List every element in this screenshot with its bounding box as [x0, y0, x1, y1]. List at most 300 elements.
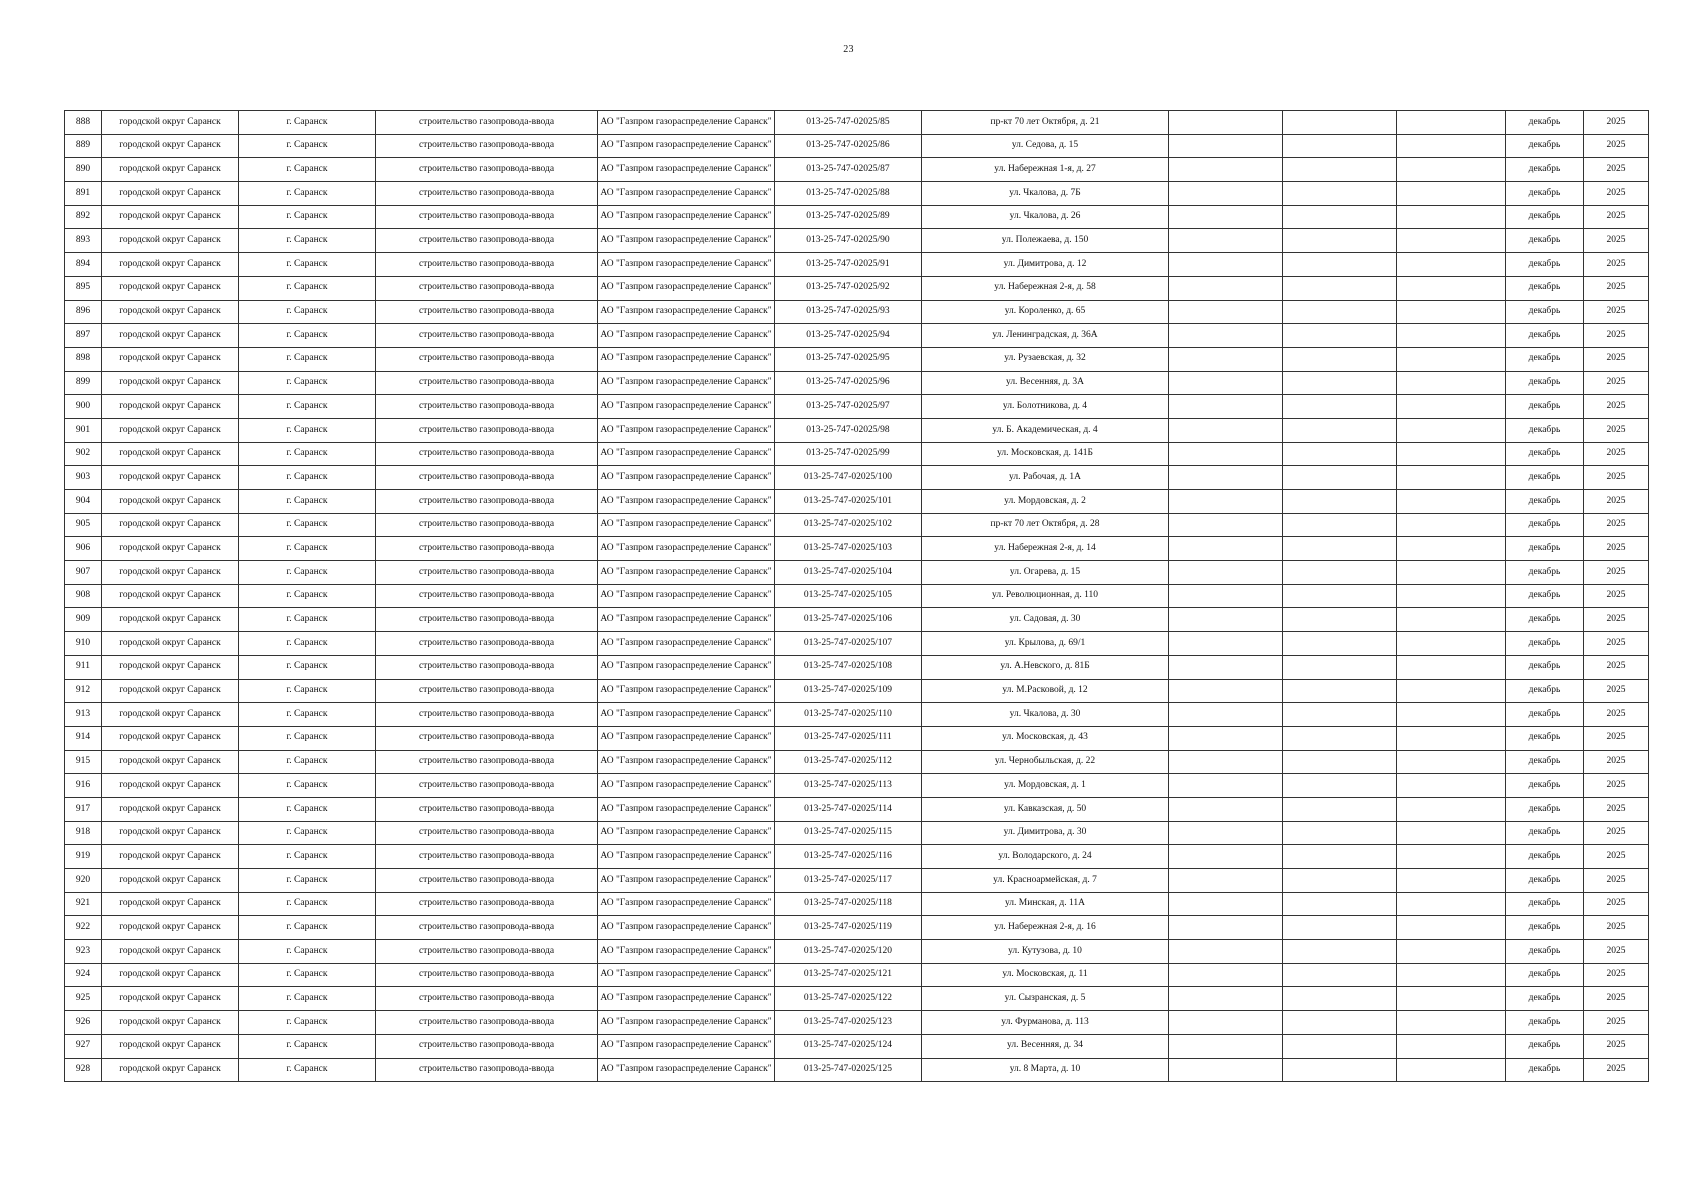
empty-cell: [1169, 916, 1283, 940]
empty-cell: [1169, 229, 1283, 253]
month-cell: декабрь: [1506, 537, 1584, 561]
registry-code-cell: 013-25-747-02025/101: [775, 490, 922, 514]
empty-cell: [1169, 655, 1283, 679]
district-cell: городской округ Саранск: [102, 869, 239, 893]
address-cell: ул. Весенняя, д. 3А: [922, 371, 1169, 395]
district-cell: городской округ Саранск: [102, 442, 239, 466]
organization-cell: АО "Газпром газораспределение Саранск": [598, 111, 775, 135]
empty-cell: [1283, 537, 1397, 561]
row-number: 913: [65, 703, 102, 727]
table-row: [65, 584, 1649, 608]
empty-cell: [1169, 442, 1283, 466]
organization-cell: АО "Газпром газораспределение Саранск": [598, 987, 775, 1011]
organization-cell: АО "Газпром газораспределение Саранск": [598, 371, 775, 395]
district-cell: городской округ Саранск: [102, 1034, 239, 1058]
city-cell: г. Саранск: [239, 490, 376, 514]
table-row: [65, 229, 1649, 253]
work-type-cell: строительство газопровода-ввода: [376, 537, 598, 561]
work-type-cell: строительство газопровода-ввода: [376, 134, 598, 158]
empty-cell: [1169, 537, 1283, 561]
row-number: 905: [65, 513, 102, 537]
empty-cell: [1397, 655, 1506, 679]
district-cell: городской округ Саранск: [102, 205, 239, 229]
row-number: 925: [65, 987, 102, 1011]
empty-cell: [1169, 253, 1283, 277]
table-row: [65, 253, 1649, 277]
city-cell: г. Саранск: [239, 324, 376, 348]
empty-cell: [1169, 134, 1283, 158]
address-cell: ул. Кавказская, д. 50: [922, 797, 1169, 821]
empty-cell: [1169, 987, 1283, 1011]
table-row: [65, 679, 1649, 703]
work-type-cell: строительство газопровода-ввода: [376, 205, 598, 229]
empty-cell: [1169, 750, 1283, 774]
organization-cell: АО "Газпром газораспределение Саранск": [598, 845, 775, 869]
work-type-cell: строительство газопровода-ввода: [376, 561, 598, 585]
city-cell: г. Саранск: [239, 845, 376, 869]
table-row: [65, 1034, 1649, 1058]
year-cell: 2025: [1584, 608, 1649, 632]
empty-cell: [1169, 418, 1283, 442]
row-number: 896: [65, 300, 102, 324]
row-number: 909: [65, 608, 102, 632]
work-type-cell: строительство газопровода-ввода: [376, 253, 598, 277]
address-cell: ул. Мордовская, д. 1: [922, 774, 1169, 798]
empty-cell: [1283, 1011, 1397, 1035]
district-cell: городской округ Саранск: [102, 253, 239, 277]
address-cell: ул. Московская, д. 141Б: [922, 442, 1169, 466]
row-number: 922: [65, 916, 102, 940]
organization-cell: АО "Газпром газораспределение Саранск": [598, 395, 775, 419]
district-cell: городской округ Саранск: [102, 111, 239, 135]
month-cell: декабрь: [1506, 963, 1584, 987]
year-cell: 2025: [1584, 561, 1649, 585]
work-type-cell: строительство газопровода-ввода: [376, 1011, 598, 1035]
empty-cell: [1283, 324, 1397, 348]
address-cell: ул. Чкалова, д. 30: [922, 703, 1169, 727]
row-number: 904: [65, 490, 102, 514]
table-row: [65, 821, 1649, 845]
registry-code-cell: 013-25-747-02025/103: [775, 537, 922, 561]
table-row: [65, 750, 1649, 774]
year-cell: 2025: [1584, 490, 1649, 514]
district-cell: городской округ Саранск: [102, 1011, 239, 1035]
registry-code-cell: 013-25-747-02025/123: [775, 1011, 922, 1035]
address-cell: ул. Володарского, д. 24: [922, 845, 1169, 869]
empty-cell: [1397, 537, 1506, 561]
row-number: 917: [65, 797, 102, 821]
district-cell: городской округ Саранск: [102, 797, 239, 821]
organization-cell: АО "Газпром газораспределение Саранск": [598, 324, 775, 348]
district-cell: городской округ Саранск: [102, 845, 239, 869]
year-cell: 2025: [1584, 797, 1649, 821]
district-cell: городской округ Саранск: [102, 726, 239, 750]
organization-cell: АО "Газпром газораспределение Саранск": [598, 300, 775, 324]
month-cell: декабрь: [1506, 490, 1584, 514]
year-cell: 2025: [1584, 205, 1649, 229]
address-cell: ул. Минская, д. 11А: [922, 892, 1169, 916]
empty-cell: [1397, 987, 1506, 1011]
district-cell: городской округ Саранск: [102, 940, 239, 964]
table-row: [65, 513, 1649, 537]
gas-pipeline-table: [64, 110, 1649, 1082]
year-cell: 2025: [1584, 158, 1649, 182]
address-cell: ул. Набережная 2-я, д. 58: [922, 276, 1169, 300]
city-cell: г. Саранск: [239, 892, 376, 916]
empty-cell: [1283, 774, 1397, 798]
work-type-cell: строительство газопровода-ввода: [376, 750, 598, 774]
empty-cell: [1397, 1058, 1506, 1082]
year-cell: 2025: [1584, 655, 1649, 679]
empty-cell: [1169, 940, 1283, 964]
organization-cell: АО "Газпром газораспределение Саранск": [598, 182, 775, 206]
row-number: 892: [65, 205, 102, 229]
organization-cell: АО "Газпром газораспределение Саранск": [598, 679, 775, 703]
organization-cell: АО "Газпром газораспределение Саранск": [598, 418, 775, 442]
row-number: 911: [65, 655, 102, 679]
month-cell: декабрь: [1506, 774, 1584, 798]
table-row: [65, 869, 1649, 893]
address-cell: пр-кт 70 лет Октября, д. 21: [922, 111, 1169, 135]
work-type-cell: строительство газопровода-ввода: [376, 703, 598, 727]
year-cell: 2025: [1584, 537, 1649, 561]
organization-cell: АО "Газпром газораспределение Саранск": [598, 158, 775, 182]
registry-code-cell: 013-25-747-02025/106: [775, 608, 922, 632]
month-cell: декабрь: [1506, 561, 1584, 585]
address-cell: ул. М.Расковой, д. 12: [922, 679, 1169, 703]
city-cell: г. Саранск: [239, 726, 376, 750]
city-cell: г. Саранск: [239, 584, 376, 608]
table-row: [65, 608, 1649, 632]
work-type-cell: строительство газопровода-ввода: [376, 774, 598, 798]
empty-cell: [1283, 632, 1397, 656]
empty-cell: [1283, 229, 1397, 253]
month-cell: декабрь: [1506, 584, 1584, 608]
work-type-cell: строительство газопровода-ввода: [376, 916, 598, 940]
registry-code-cell: 013-25-747-02025/86: [775, 134, 922, 158]
table-row: [65, 987, 1649, 1011]
table-row: [65, 324, 1649, 348]
table-row: [65, 1058, 1649, 1082]
district-cell: городской округ Саранск: [102, 679, 239, 703]
table-row: [65, 655, 1649, 679]
address-cell: ул. Фурманова, д. 113: [922, 1011, 1169, 1035]
address-cell: ул. Московская, д. 11: [922, 963, 1169, 987]
empty-cell: [1283, 418, 1397, 442]
empty-cell: [1397, 466, 1506, 490]
work-type-cell: строительство газопровода-ввода: [376, 324, 598, 348]
table-row: [65, 774, 1649, 798]
district-cell: городской округ Саранск: [102, 750, 239, 774]
empty-cell: [1169, 821, 1283, 845]
year-cell: 2025: [1584, 418, 1649, 442]
year-cell: 2025: [1584, 182, 1649, 206]
empty-cell: [1283, 584, 1397, 608]
organization-cell: АО "Газпром газораспределение Саранск": [598, 490, 775, 514]
empty-cell: [1283, 845, 1397, 869]
city-cell: г. Саранск: [239, 940, 376, 964]
organization-cell: АО "Газпром газораспределение Саранск": [598, 134, 775, 158]
year-cell: 2025: [1584, 253, 1649, 277]
address-cell: ул. Огарева, д. 15: [922, 561, 1169, 585]
city-cell: г. Саранск: [239, 134, 376, 158]
registry-code-cell: 013-25-747-02025/117: [775, 869, 922, 893]
work-type-cell: строительство газопровода-ввода: [376, 655, 598, 679]
year-cell: 2025: [1584, 300, 1649, 324]
year-cell: 2025: [1584, 774, 1649, 798]
month-cell: декабрь: [1506, 466, 1584, 490]
city-cell: г. Саранск: [239, 418, 376, 442]
registry-code-cell: 013-25-747-02025/102: [775, 513, 922, 537]
city-cell: г. Саранск: [239, 253, 376, 277]
address-cell: ул. Революционная, д. 110: [922, 584, 1169, 608]
month-cell: декабрь: [1506, 395, 1584, 419]
registry-code-cell: 013-25-747-02025/108: [775, 655, 922, 679]
row-number: 890: [65, 158, 102, 182]
table-row: [65, 916, 1649, 940]
registry-code-cell: 013-25-747-02025/104: [775, 561, 922, 585]
address-cell: ул. Сызранская, д. 5: [922, 987, 1169, 1011]
address-cell: ул. Седова, д. 15: [922, 134, 1169, 158]
work-type-cell: строительство газопровода-ввода: [376, 940, 598, 964]
row-number: 897: [65, 324, 102, 348]
empty-cell: [1397, 1011, 1506, 1035]
registry-code-cell: 013-25-747-02025/124: [775, 1034, 922, 1058]
empty-cell: [1397, 111, 1506, 135]
table-row: [65, 892, 1649, 916]
month-cell: декабрь: [1506, 253, 1584, 277]
empty-cell: [1283, 182, 1397, 206]
month-cell: декабрь: [1506, 229, 1584, 253]
empty-cell: [1283, 253, 1397, 277]
month-cell: декабрь: [1506, 418, 1584, 442]
district-cell: городской округ Саранск: [102, 987, 239, 1011]
row-number: 888: [65, 111, 102, 135]
empty-cell: [1283, 821, 1397, 845]
work-type-cell: строительство газопровода-ввода: [376, 300, 598, 324]
empty-cell: [1283, 869, 1397, 893]
address-cell: ул. Болотникова, д. 4: [922, 395, 1169, 419]
empty-cell: [1169, 347, 1283, 371]
registry-code-cell: 013-25-747-02025/109: [775, 679, 922, 703]
address-cell: ул. Набережная 2-я, д. 16: [922, 916, 1169, 940]
row-number: 899: [65, 371, 102, 395]
registry-code-cell: 013-25-747-02025/111: [775, 726, 922, 750]
empty-cell: [1283, 276, 1397, 300]
row-number: 889: [65, 134, 102, 158]
registry-code-cell: 013-25-747-02025/105: [775, 584, 922, 608]
organization-cell: АО "Газпром газораспределение Саранск": [598, 892, 775, 916]
row-number: 912: [65, 679, 102, 703]
empty-cell: [1169, 466, 1283, 490]
district-cell: городской округ Саранск: [102, 418, 239, 442]
district-cell: городской округ Саранск: [102, 182, 239, 206]
row-number: 915: [65, 750, 102, 774]
empty-cell: [1283, 963, 1397, 987]
month-cell: декабрь: [1506, 892, 1584, 916]
empty-cell: [1283, 371, 1397, 395]
work-type-cell: строительство газопровода-ввода: [376, 1034, 598, 1058]
row-number: 893: [65, 229, 102, 253]
work-type-cell: строительство газопровода-ввода: [376, 158, 598, 182]
work-type-cell: строительство газопровода-ввода: [376, 111, 598, 135]
organization-cell: АО "Газпром газораспределение Саранск": [598, 561, 775, 585]
empty-cell: [1169, 726, 1283, 750]
registry-code-cell: 013-25-747-02025/122: [775, 987, 922, 1011]
work-type-cell: строительство газопровода-ввода: [376, 608, 598, 632]
district-cell: городской округ Саранск: [102, 347, 239, 371]
year-cell: 2025: [1584, 111, 1649, 135]
year-cell: 2025: [1584, 584, 1649, 608]
organization-cell: АО "Газпром газораспределение Саранск": [598, 726, 775, 750]
month-cell: декабрь: [1506, 134, 1584, 158]
work-type-cell: строительство газопровода-ввода: [376, 679, 598, 703]
registry-code-cell: 013-25-747-02025/89: [775, 205, 922, 229]
registry-code-cell: 013-25-747-02025/121: [775, 963, 922, 987]
table-row: [65, 276, 1649, 300]
month-cell: декабрь: [1506, 347, 1584, 371]
district-cell: городской округ Саранск: [102, 655, 239, 679]
month-cell: декабрь: [1506, 1011, 1584, 1035]
address-cell: ул. Короленко, д. 65: [922, 300, 1169, 324]
empty-cell: [1397, 726, 1506, 750]
empty-cell: [1397, 253, 1506, 277]
registry-code-cell: 013-25-747-02025/85: [775, 111, 922, 135]
organization-cell: АО "Газпром газораспределение Саранск": [598, 940, 775, 964]
work-type-cell: строительство газопровода-ввода: [376, 632, 598, 656]
table-row: [65, 1011, 1649, 1035]
district-cell: городской округ Саранск: [102, 276, 239, 300]
registry-code-cell: 013-25-747-02025/110: [775, 703, 922, 727]
year-cell: 2025: [1584, 845, 1649, 869]
organization-cell: АО "Газпром газораспределение Саранск": [598, 1058, 775, 1082]
organization-cell: АО "Газпром газораспределение Саранск": [598, 584, 775, 608]
organization-cell: АО "Газпром газораспределение Саранск": [598, 655, 775, 679]
organization-cell: АО "Газпром газораспределение Саранск": [598, 821, 775, 845]
registry-code-cell: 013-25-747-02025/91: [775, 253, 922, 277]
district-cell: городской округ Саранск: [102, 300, 239, 324]
empty-cell: [1397, 584, 1506, 608]
table-row: [65, 347, 1649, 371]
city-cell: г. Саранск: [239, 205, 376, 229]
table-row: [65, 182, 1649, 206]
empty-cell: [1397, 395, 1506, 419]
organization-cell: АО "Газпром газораспределение Саранск": [598, 276, 775, 300]
district-cell: городской округ Саранск: [102, 561, 239, 585]
empty-cell: [1169, 111, 1283, 135]
registry-code-cell: 013-25-747-02025/107: [775, 632, 922, 656]
work-type-cell: строительство газопровода-ввода: [376, 584, 598, 608]
empty-cell: [1169, 1011, 1283, 1035]
empty-cell: [1397, 1034, 1506, 1058]
empty-cell: [1397, 916, 1506, 940]
registry-code-cell: 013-25-747-02025/100: [775, 466, 922, 490]
month-cell: декабрь: [1506, 632, 1584, 656]
empty-cell: [1169, 608, 1283, 632]
city-cell: г. Саранск: [239, 821, 376, 845]
registry-code-cell: 013-25-747-02025/96: [775, 371, 922, 395]
month-cell: декабрь: [1506, 869, 1584, 893]
address-cell: ул. Садовая, д. 30: [922, 608, 1169, 632]
work-type-cell: строительство газопровода-ввода: [376, 1058, 598, 1082]
district-cell: городской округ Саранск: [102, 537, 239, 561]
city-cell: г. Саранск: [239, 963, 376, 987]
city-cell: г. Саранск: [239, 442, 376, 466]
work-type-cell: строительство газопровода-ввода: [376, 513, 598, 537]
address-cell: ул. Чкалова, д. 26: [922, 205, 1169, 229]
table-row: [65, 205, 1649, 229]
city-cell: г. Саранск: [239, 229, 376, 253]
empty-cell: [1397, 182, 1506, 206]
address-cell: ул. Кутузова, д. 10: [922, 940, 1169, 964]
organization-cell: АО "Газпром газораспределение Саранск": [598, 205, 775, 229]
year-cell: 2025: [1584, 442, 1649, 466]
district-cell: городской округ Саранск: [102, 703, 239, 727]
work-type-cell: строительство газопровода-ввода: [376, 963, 598, 987]
empty-cell: [1169, 182, 1283, 206]
registry-code-cell: 013-25-747-02025/116: [775, 845, 922, 869]
organization-cell: АО "Газпром газораспределение Саранск": [598, 774, 775, 798]
table-row: [65, 940, 1649, 964]
empty-cell: [1397, 774, 1506, 798]
city-cell: г. Саранск: [239, 1034, 376, 1058]
empty-cell: [1283, 205, 1397, 229]
month-cell: декабрь: [1506, 940, 1584, 964]
work-type-cell: строительство газопровода-ввода: [376, 490, 598, 514]
month-cell: декабрь: [1506, 750, 1584, 774]
row-number: 902: [65, 442, 102, 466]
month-cell: декабрь: [1506, 111, 1584, 135]
work-type-cell: строительство газопровода-ввода: [376, 371, 598, 395]
address-cell: пр-кт 70 лет Октября, д. 28: [922, 513, 1169, 537]
organization-cell: АО "Газпром газораспределение Саранск": [598, 608, 775, 632]
table-row: [65, 797, 1649, 821]
year-cell: 2025: [1584, 371, 1649, 395]
city-cell: г. Саранск: [239, 750, 376, 774]
empty-cell: [1283, 347, 1397, 371]
row-number: 906: [65, 537, 102, 561]
district-cell: городской округ Саранск: [102, 513, 239, 537]
table-body: [65, 111, 1649, 1082]
month-cell: декабрь: [1506, 916, 1584, 940]
month-cell: декабрь: [1506, 821, 1584, 845]
table-row: [65, 726, 1649, 750]
district-cell: городской округ Саранск: [102, 158, 239, 182]
table-row: [65, 561, 1649, 585]
year-cell: 2025: [1584, 940, 1649, 964]
table-row: [65, 963, 1649, 987]
month-cell: декабрь: [1506, 679, 1584, 703]
organization-cell: АО "Газпром газораспределение Саранск": [598, 253, 775, 277]
address-cell: ул. Мордовская, д. 2: [922, 490, 1169, 514]
year-cell: 2025: [1584, 987, 1649, 1011]
empty-cell: [1283, 892, 1397, 916]
empty-cell: [1169, 490, 1283, 514]
empty-cell: [1283, 466, 1397, 490]
table-row: [65, 845, 1649, 869]
empty-cell: [1169, 561, 1283, 585]
row-number: 891: [65, 182, 102, 206]
page-number: 23: [843, 44, 854, 55]
year-cell: 2025: [1584, 229, 1649, 253]
empty-cell: [1397, 418, 1506, 442]
address-cell: ул. Б. Академическая, д. 4: [922, 418, 1169, 442]
month-cell: декабрь: [1506, 987, 1584, 1011]
year-cell: 2025: [1584, 892, 1649, 916]
city-cell: г. Саранск: [239, 1058, 376, 1082]
empty-cell: [1283, 134, 1397, 158]
table-row: [65, 632, 1649, 656]
